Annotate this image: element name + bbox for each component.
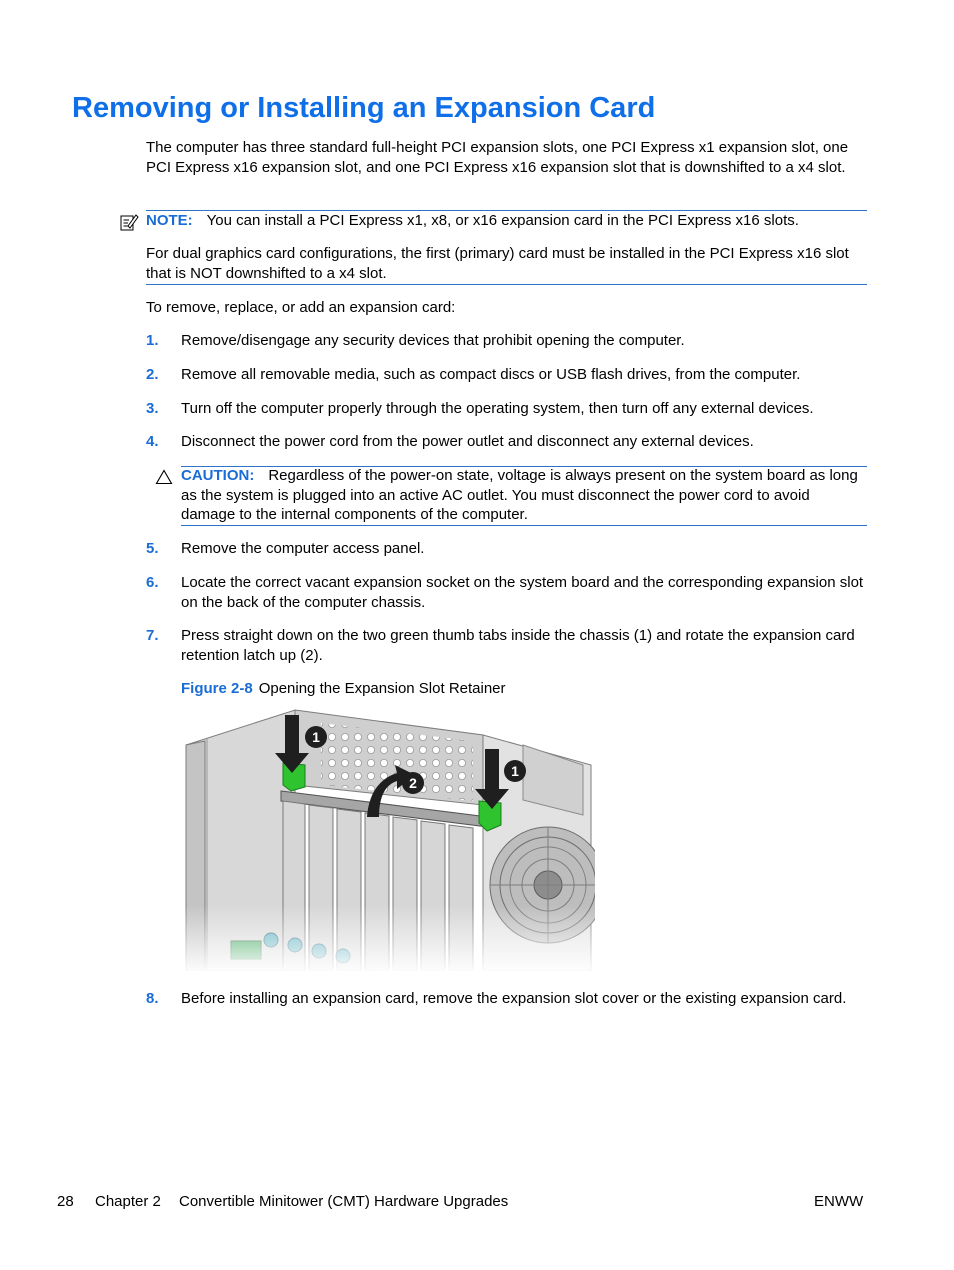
- intro-paragraph: The computer has three standard full-height PCI expansion slots, one PCI Express x1 expansion slot, one PCI Express x16 expansion slot, and one PCI Express x16 expansion slot that is downshifted to a x4 slot.: [146, 139, 849, 176]
- note-text: You can install a PCI Express x1, x8, or x16 expansion card in the PCI Express x16 slots.: [206, 212, 799, 229]
- step-number: 8.: [146, 990, 159, 1007]
- figure-label: Figure 2-8: [181, 680, 253, 697]
- note-text-2: For dual graphics card configurations, the first (primary) card must be installed in the PCI Express x16 slot that is NOT downshifted to a x4 slot.: [146, 245, 849, 282]
- step-number: 6.: [146, 574, 159, 591]
- caution-icon: [155, 469, 173, 485]
- step-text: Press straight down on the two green thumb tabs inside the chassis (1) and rotate the expansion card retention latch up (2).: [181, 627, 855, 664]
- footer-right: ENWW: [814, 1193, 864, 1210]
- note-icon: [118, 211, 140, 233]
- page-number: 28: [57, 1193, 74, 1210]
- step-text: Remove/disengage any security devices that prohibit opening the computer.: [181, 332, 685, 349]
- footer-chapter: Chapter 2: [95, 1193, 161, 1210]
- callout-1-right: 1: [511, 763, 519, 779]
- step-number: 3.: [146, 400, 159, 417]
- footer-chapter-title: Convertible Minitower (CMT) Hardware Upgrades: [179, 1193, 509, 1210]
- note-label: NOTE:: [146, 212, 193, 229]
- step-number: 7.: [146, 627, 159, 644]
- callout-1-left: 1: [312, 729, 320, 745]
- step-text: Remove all removable media, such as compact discs or USB flash drives, from the computer.: [181, 366, 801, 383]
- caution-bottom-rule: [181, 525, 867, 526]
- caution-paragraph: [181, 466, 867, 525]
- caution-label: CAUTION:: [181, 467, 255, 484]
- step-text: Before installing an expansion card, remove the expansion slot cover or the existing expansion card.: [181, 990, 847, 1007]
- page-title: Removing or Installing an Expansion Card: [72, 92, 656, 124]
- step-text: Remove the computer access panel.: [181, 540, 425, 557]
- figure-caption-text: Opening the Expansion Slot Retainer: [258, 680, 506, 697]
- step-number: 1.: [146, 332, 159, 349]
- figure-caption: [181, 679, 871, 699]
- note-bottom-rule: [146, 284, 867, 285]
- expansion-slot-figure: [183, 705, 595, 971]
- step-number: 5.: [146, 540, 159, 557]
- step-number: 2.: [146, 366, 159, 383]
- note-line: [146, 211, 868, 231]
- caution-text: Regardless of the power-on state, voltage is always present on the system board as long as the system is plugged into an active AC outlet. You must disconnect the power cord to avoid damage to the internal components of the computer.: [181, 467, 858, 523]
- step-number: 4.: [146, 433, 159, 450]
- lead-paragraph: To remove, replace, or add an expansion card:: [146, 299, 456, 316]
- step-text: Locate the correct vacant expansion socket on the system board and the corresponding expansion slot on the back of the computer chassis.: [181, 574, 864, 611]
- callout-2: 2: [409, 775, 417, 791]
- step-text: Turn off the computer properly through the operating system, then turn off any external devices.: [181, 400, 814, 417]
- step-text: Disconnect the power cord from the power outlet and disconnect any external devices.: [181, 433, 754, 450]
